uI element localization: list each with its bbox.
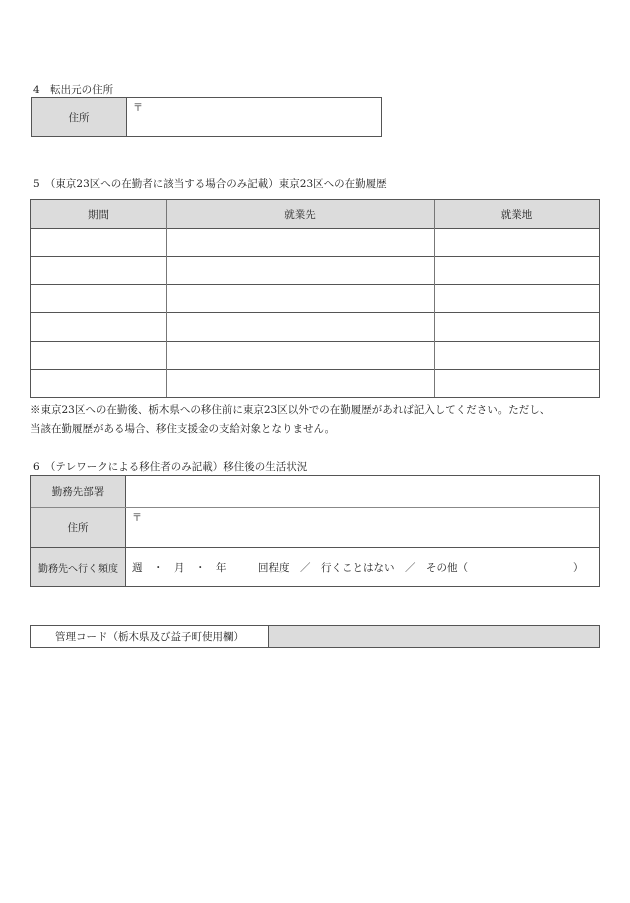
section5-note-line2: 当該在勤履歴がある場合、移住支援金の支給対象となりません。: [30, 423, 336, 435]
workplace-input[interactable]: [435, 257, 599, 284]
table-row: [31, 285, 599, 312]
period-input[interactable]: [31, 370, 166, 397]
period-input[interactable]: [31, 229, 166, 256]
employer-input[interactable]: [167, 285, 434, 312]
table-row: [31, 257, 599, 284]
management-code-input: [269, 626, 599, 647]
department-label: 勤務先部署: [51, 486, 105, 498]
period-input[interactable]: [31, 285, 166, 312]
section4-heading: 4 転出元の住所: [33, 84, 114, 96]
visit-frequency-label-cell: [31, 548, 125, 586]
section4-address-table: [31, 97, 382, 137]
table-row: [31, 342, 599, 369]
visit-frequency-label: 勤務先へ行く頻度: [38, 563, 118, 575]
management-code-table: [30, 625, 600, 648]
section4-address-input[interactable]: [127, 98, 381, 136]
table-row: [31, 229, 599, 256]
workplace-input[interactable]: [435, 285, 599, 312]
department-label-cell: [31, 476, 125, 507]
section4-address-label-cell: [32, 98, 126, 136]
table-row: [31, 313, 599, 341]
column-header-workplace: [434, 200, 599, 228]
column-header-period-label: 期間: [88, 208, 109, 221]
post-move-status-table: [30, 475, 600, 587]
employer-input[interactable]: [167, 342, 434, 369]
postal-mark: 〒: [133, 103, 143, 114]
address-input[interactable]: [126, 508, 599, 547]
section5-heading: 5 （東京23区への在勤者に該当する場合のみ記載）東京23区への在勤履歴: [33, 178, 387, 190]
column-header-employer: [166, 200, 434, 228]
section6-heading: 6 （テレワークによる移住者のみ記載）移住後の生活状況: [33, 461, 308, 473]
workplace-input[interactable]: [435, 370, 599, 397]
section4-address-label: 住所: [68, 111, 90, 124]
employer-input[interactable]: [167, 257, 434, 284]
workplace-input[interactable]: [435, 229, 599, 256]
period-input[interactable]: [31, 257, 166, 284]
visit-frequency-options: 週 ・ 月 ・ 年 回程度 ／ 行くことはない ／ その他（ ）: [132, 561, 584, 574]
management-code-label: 管理コード（栃木県及び益子町使用欄）: [55, 631, 244, 643]
period-input[interactable]: [31, 313, 166, 341]
management-code-label-cell: [31, 626, 268, 647]
workplace-input[interactable]: [435, 342, 599, 369]
address-label-cell: [31, 508, 125, 547]
postal-mark: 〒: [132, 513, 142, 524]
employer-input[interactable]: [167, 229, 434, 256]
section5-note-line1: ※東京23区への在勤後、栃木県への移住前に東京23区以外での在勤履歴があれば記入してください。ただし、: [30, 404, 551, 416]
table-row: [31, 370, 599, 397]
employer-input[interactable]: [167, 313, 434, 341]
employer-input[interactable]: [167, 370, 434, 397]
column-header-employer-label: 就業先: [284, 208, 316, 221]
work-history-table: [30, 199, 600, 398]
period-input[interactable]: [31, 342, 166, 369]
department-input[interactable]: [126, 476, 599, 507]
column-header-period: [31, 200, 166, 228]
visit-frequency-field[interactable]: [126, 548, 599, 586]
address-label: 住所: [67, 522, 89, 534]
column-header-workplace-label: 就業地: [500, 208, 533, 221]
workplace-input[interactable]: [435, 313, 599, 341]
